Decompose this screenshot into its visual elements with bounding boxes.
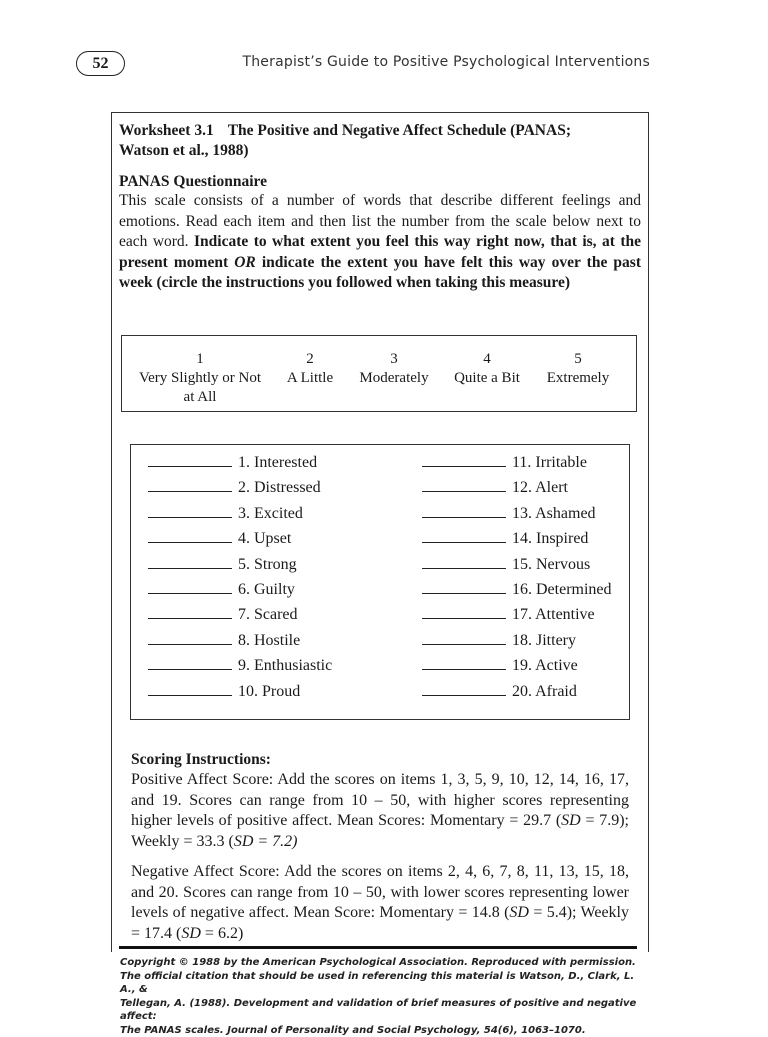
affect-item <box>148 478 321 498</box>
scoring-heading: Scoring Instructions: <box>131 751 271 769</box>
scale-label: Very Slightly or Not <box>130 369 270 388</box>
worksheet-title-line1: The Positive and Negative Affect Schedule (PANAS; <box>228 122 571 139</box>
answer-blank <box>148 453 232 467</box>
affect-item-label: 12. Alert <box>512 479 568 496</box>
page-number: 52 <box>76 51 125 76</box>
copyright-line: The official citation that should be used in referencing this material is Watson, D., Clark, L. A., & <box>120 970 640 997</box>
scale-label-cont: at All <box>130 388 270 407</box>
answer-blank <box>422 605 506 619</box>
positive-affect-scoring <box>131 770 629 852</box>
scale-label: Moderately <box>352 369 436 388</box>
affect-item-label: 3. Excited <box>238 505 303 522</box>
answer-blank <box>148 631 232 645</box>
answer-blank <box>422 555 506 569</box>
scale-option-2 <box>272 350 348 388</box>
affect-item-label: 7. Scared <box>238 606 298 623</box>
answer-blank <box>148 580 232 594</box>
answer-blank <box>422 453 506 467</box>
affect-item <box>422 631 576 651</box>
scale-value: 3 <box>352 350 436 369</box>
copyright-line: The PANAS scales. Journal of Personality and Social Psychology, 54(6), 1063–1070. <box>120 1024 640 1037</box>
negative-scoring-text: Negative Affect Score: Add the scores on items 2, 4, 6, 7, 8, 11, 13, 15, 18, and 20. Scores can range from 10 – 50, with lower scores representing lower levels of negative affect. Mean Score: Momentary = 14.8 ( <box>131 863 629 921</box>
affect-item-label: 20. Afraid <box>512 683 577 700</box>
scale-value: 1 <box>130 350 270 369</box>
scale-value: 2 <box>272 350 348 369</box>
affect-item <box>148 529 291 549</box>
answer-blank <box>148 605 232 619</box>
answer-blank <box>148 529 232 543</box>
scale-label: A Little <box>272 369 348 388</box>
affect-item-label: 14. Inspired <box>512 530 588 547</box>
questionnaire-heading: PANAS Questionnaire <box>119 173 267 191</box>
answer-blank <box>422 682 506 696</box>
affect-item-label: 17. Attentive <box>512 606 595 623</box>
rating-scale <box>121 335 637 412</box>
affect-item <box>148 656 332 676</box>
affect-item <box>148 580 295 600</box>
affect-item <box>148 631 300 651</box>
instructions-text <box>119 191 641 294</box>
affect-item-label: 5. Strong <box>238 556 297 573</box>
answer-blank <box>422 656 506 670</box>
running-head: Therapist’s Guide to Positive Psychological Interventions <box>242 54 650 70</box>
affect-item-label: 9. Enthusiastic <box>238 657 332 674</box>
answer-blank <box>422 504 506 518</box>
affect-item-label: 16. Determined <box>512 581 612 598</box>
affect-item <box>422 605 595 625</box>
affect-item <box>422 504 596 524</box>
affect-item <box>422 555 590 575</box>
affect-item <box>148 682 300 702</box>
affect-item-label: 11. Irritable <box>512 454 587 471</box>
worksheet-frame <box>111 112 649 952</box>
affect-item-label: 10. Proud <box>238 683 300 700</box>
answer-blank <box>422 529 506 543</box>
affect-item-label: 6. Guilty <box>238 581 295 598</box>
scale-option-3 <box>352 350 436 388</box>
affect-item-label: 19. Active <box>512 657 578 674</box>
negative-affect-scoring <box>131 862 629 944</box>
worksheet-title <box>119 121 644 161</box>
sd-label: SD <box>509 904 529 921</box>
affect-item <box>422 478 568 498</box>
scale-label: Quite a Bit <box>442 369 532 388</box>
positive-scoring-text-3: SD = 7.2) <box>234 833 298 850</box>
negative-scoring-text-3: = 6.2) <box>201 925 243 942</box>
affect-item-label: 2. Distressed <box>238 479 321 496</box>
affect-item-label: 1. Interested <box>238 454 317 471</box>
scale-option-1 <box>130 350 270 407</box>
copyright-line: Tellegan, A. (1988). Development and validation of brief measures of positive and negative affect: <box>120 997 640 1024</box>
answer-blank <box>148 504 232 518</box>
affect-item <box>422 580 612 600</box>
scale-option-4 <box>442 350 532 388</box>
affect-item-label: 13. Ashamed <box>512 505 596 522</box>
worksheet-number: Worksheet 3.1 <box>119 122 214 139</box>
affect-item <box>148 453 317 473</box>
answer-blank <box>422 478 506 492</box>
sd-label: SD <box>181 925 201 942</box>
sd-label: SD <box>561 812 581 829</box>
affect-item <box>422 453 587 473</box>
affect-item <box>422 529 588 549</box>
positive-scoring-text-2: = 7.9); Weekly = 33.3 ( <box>131 812 629 850</box>
instructions-plain: This scale consists of a number of words that describe different feelings and emotions. Read each item and then list the number from the scale below next to each word. <box>119 192 641 250</box>
scale-option-5 <box>536 350 620 388</box>
instructions-bold-2: indicate the extent you have felt this way over the past week (circle the instructions you followed when taking this measure) <box>119 254 641 292</box>
answer-blank <box>148 656 232 670</box>
worksheet-title-line2: Watson et al., 1988) <box>119 142 249 159</box>
affect-item-label: 8. Hostile <box>238 632 300 649</box>
answer-blank <box>148 682 232 696</box>
items-list <box>130 444 630 720</box>
scale-value: 5 <box>536 350 620 369</box>
affect-item <box>148 504 303 524</box>
affect-item <box>422 656 578 676</box>
instructions-bold-or: OR <box>234 254 256 271</box>
answer-blank <box>422 631 506 645</box>
negative-scoring-text-2: = 5.4); Weekly = 17.4 ( <box>131 904 629 942</box>
affect-item-label: 4. Upset <box>238 530 291 547</box>
answer-blank <box>148 555 232 569</box>
scale-label: Extremely <box>536 369 620 388</box>
positive-scoring-text: Positive Affect Score: Add the scores on items 1, 3, 5, 9, 10, 12, 14, 16, 17, and 19. Scores can range from 10 – 50, with higher scores representing higher levels of positive affect. Mean Scores: Momentary = 29.7 ( <box>131 771 629 829</box>
affect-item <box>148 605 298 625</box>
answer-blank <box>422 580 506 594</box>
affect-item-label: 15. Nervous <box>512 556 590 573</box>
affect-item-label: 18. Jittery <box>512 632 576 649</box>
footer-rule <box>119 946 637 949</box>
copyright-notice <box>120 956 640 1037</box>
copyright-line: Copyright © 1988 by the American Psychological Association. Reproduced with permission. <box>120 956 640 970</box>
affect-item <box>148 555 297 575</box>
instructions-bold-1: Indicate to what extent you feel this way right now, that is, at the present moment <box>119 233 641 271</box>
scale-value: 4 <box>442 350 532 369</box>
affect-item <box>422 682 577 702</box>
answer-blank <box>148 478 232 492</box>
